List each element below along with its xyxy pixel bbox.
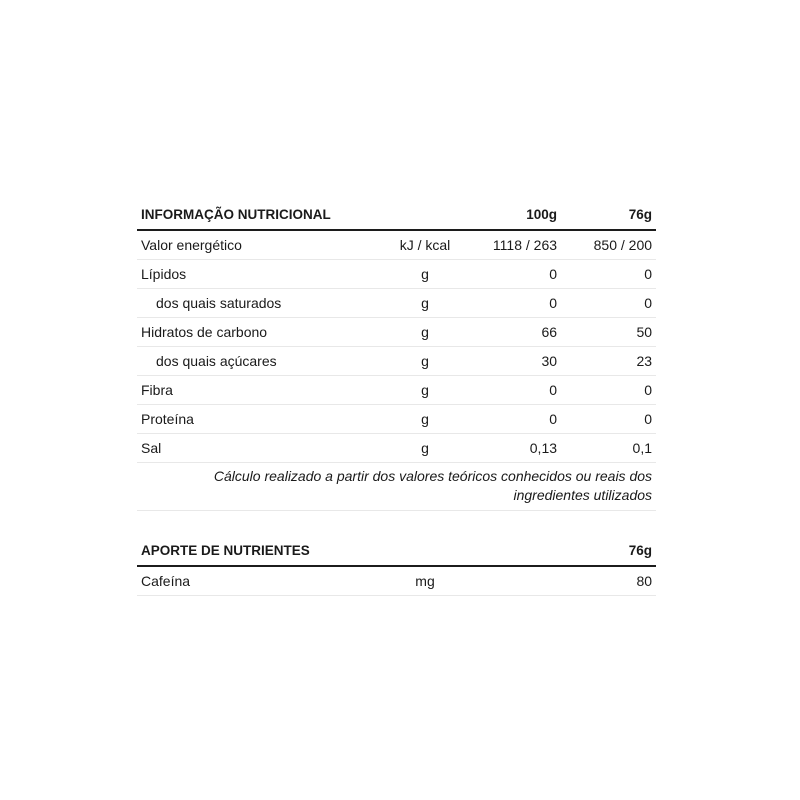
nutrient-unit: g <box>385 405 465 434</box>
nutrient-name: Proteína <box>137 405 385 434</box>
value-per-serving: 50 <box>561 318 656 347</box>
nutrition-facts-table <box>137 200 656 511</box>
value-per-100g: 0 <box>465 376 561 405</box>
nutrition-row <box>137 260 656 289</box>
value-per-serving: 0 <box>561 289 656 318</box>
nutrient-unit: g <box>385 347 465 376</box>
nutrient-unit: kJ / kcal <box>385 230 465 260</box>
value-per-serving: 0 <box>561 376 656 405</box>
value-per-100g: 66 <box>465 318 561 347</box>
nutrition-row <box>137 230 656 260</box>
nutrient-contribution-table <box>137 536 656 596</box>
nutrient-unit: g <box>385 434 465 463</box>
nutrient-name: dos quais açúcares <box>137 347 385 376</box>
value-per-serving: 80 <box>561 566 656 596</box>
calculation-note: Cálculo realizado a partir dos valores teóricos conhecidos ou reais dos ingredientes utilizados <box>137 463 656 511</box>
nutrition-row <box>137 376 656 405</box>
nutrient-name: Hidratos de carbono <box>137 318 385 347</box>
nutrition-row <box>137 347 656 376</box>
value-per-100g: 0 <box>465 405 561 434</box>
nutrients-table <box>137 536 656 596</box>
value-per-100g: 0 <box>465 260 561 289</box>
nutrition-note-row <box>137 463 656 511</box>
nutrients-title: APORTE DE NUTRIENTES <box>137 536 465 566</box>
nutrition-row <box>137 434 656 463</box>
value-per-serving: 850 / 200 <box>561 230 656 260</box>
nutrient-name: dos quais saturados <box>137 289 385 318</box>
nutrients-column-header-serving: 76g <box>561 536 656 566</box>
nutrients-row <box>137 566 656 596</box>
nutrient-name: Sal <box>137 434 385 463</box>
value-per-100g: 1118 / 263 <box>465 230 561 260</box>
value-per-serving: 23 <box>561 347 656 376</box>
value-per-100g: 0 <box>465 289 561 318</box>
nutrition-row <box>137 318 656 347</box>
column-header-100g: 100g <box>465 200 561 230</box>
nutrition-title: INFORMAÇÃO NUTRICIONAL <box>137 200 465 230</box>
nutrient-unit: g <box>385 289 465 318</box>
nutrients-header-row <box>137 536 656 566</box>
value-per-100g: 30 <box>465 347 561 376</box>
nutrients-empty-header <box>465 536 561 566</box>
nutrient-unit: g <box>385 318 465 347</box>
nutrition-row <box>137 405 656 434</box>
empty-cell <box>465 566 561 596</box>
value-per-serving: 0 <box>561 405 656 434</box>
nutrition-table <box>137 200 656 511</box>
nutrient-name: Cafeína <box>137 566 385 596</box>
nutrient-unit: g <box>385 376 465 405</box>
nutrient-unit: mg <box>385 566 465 596</box>
value-per-serving: 0 <box>561 260 656 289</box>
nutrient-name: Valor energético <box>137 230 385 260</box>
nutrient-name: Lípidos <box>137 260 385 289</box>
column-header-serving: 76g <box>561 200 656 230</box>
nutrient-name: Fibra <box>137 376 385 405</box>
nutrition-row <box>137 289 656 318</box>
value-per-serving: 0,1 <box>561 434 656 463</box>
nutrition-header-row <box>137 200 656 230</box>
nutrient-unit: g <box>385 260 465 289</box>
value-per-100g: 0,13 <box>465 434 561 463</box>
